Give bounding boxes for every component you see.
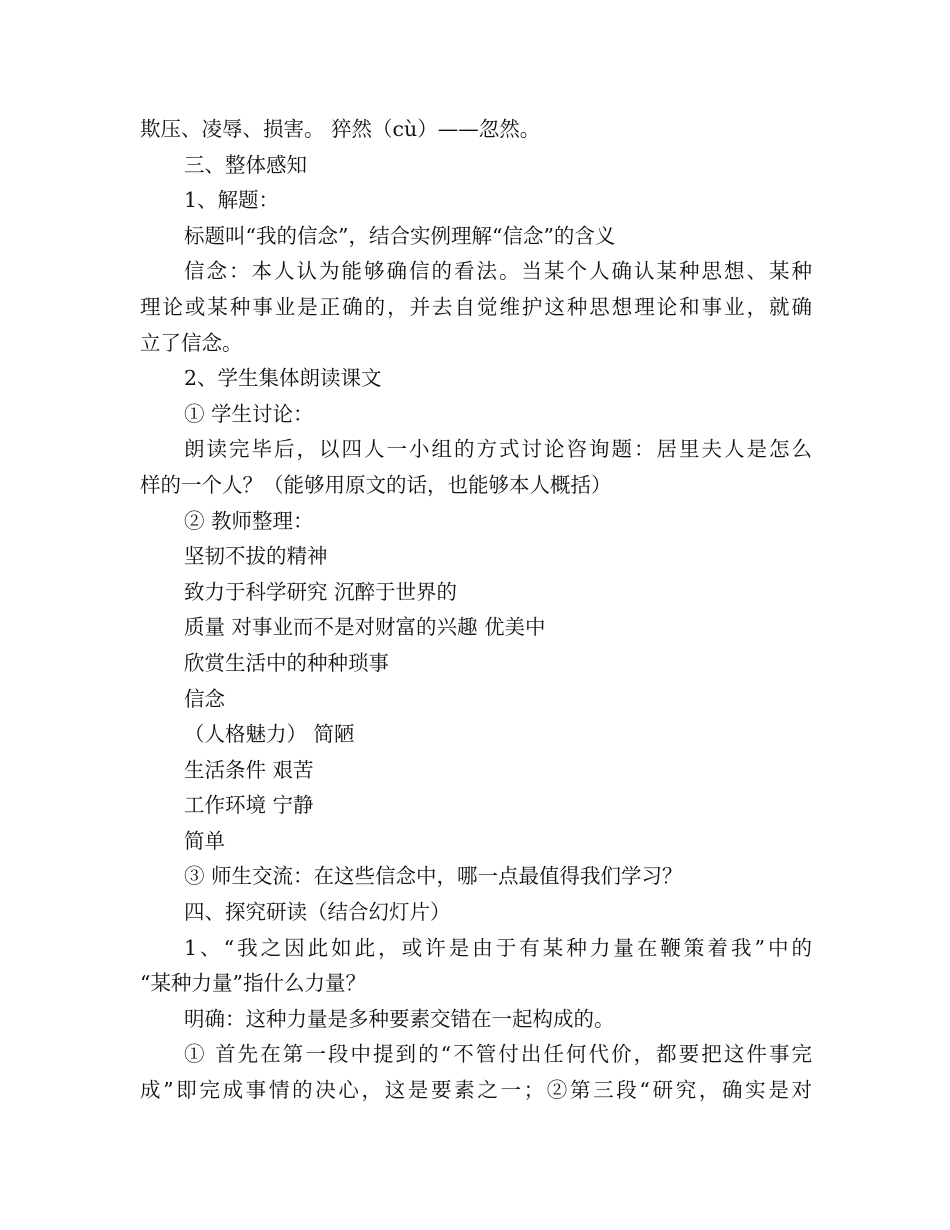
text-line-19: 生活条件 艰苦 <box>184 757 314 782</box>
document-page <box>140 112 812 1109</box>
subheading-interpret-title: 1、解题： <box>184 188 280 213</box>
text-line-20: 工作环境 宁静 <box>184 793 314 818</box>
text-line-5: 信念：本人认为能够确信的看法。当某个人确认某种思想、某种 <box>184 259 812 284</box>
section-heading-3: 三、整体感知 <box>184 152 307 177</box>
text-line-28: 成”即完成事情的决心，这是要素之一；②第三段“研究，确实是对 <box>140 1078 812 1103</box>
text-line-6: 理论或某种事业是正确的，并去自觉维护这种思想理论和事业，就确 <box>140 294 812 319</box>
text-line-24: 1、“我之因此如此，或许是由于有某种力量在鞭策着我”中的 <box>184 935 812 960</box>
text-line-14: 致力于科学研究 沉醉于世界的 <box>184 579 458 604</box>
text-line-22: ③ 师生交流：在这些信念中，哪一点最值得我们学习？ <box>184 864 683 889</box>
text-line-26: 明确：这种力量是多种要素交错在一起构成的。 <box>184 1006 615 1031</box>
text-line-4: 标题叫“我的信念”，结合实例理解“信念”的含义 <box>184 223 616 248</box>
text-line-1: 欺压、凌辱、损害。 猝然（cù）——忽然。 <box>140 117 541 141</box>
subheading-group-reading: 2、学生集体朗读课文 <box>184 366 382 391</box>
text-line-11: 样的一个人？（能够用原文的话，也能够本人概括） <box>140 472 612 497</box>
text-line-7: 立了信念。 <box>140 330 243 355</box>
text-line-27: ① 首先在第一段中提到的“不管付出任何代价，都要把这件事完 <box>184 1042 812 1067</box>
text-line-21: 简单 <box>184 828 225 853</box>
text-line-18: （人格魅力） 简陋 <box>184 722 355 747</box>
text-line-16: 欣赏生活中的种种琐事 <box>184 650 389 675</box>
text-line-9: ① 学生讨论： <box>184 401 314 426</box>
text-line-10: 朗读完毕后，以四人一小组的方式讨论咨询题：居里夫人是怎么 <box>184 437 812 462</box>
section-heading-4: 四、探究研读（结合幻灯片） <box>184 900 451 925</box>
text-line-12: ② 教师整理： <box>184 508 314 533</box>
text-line-25: “某种力量”指什么力量？ <box>140 971 366 996</box>
text-line-13: 坚韧不拔的精神 <box>184 544 328 569</box>
text-line-15: 质量 对事业而不是对财富的兴趣 优美中 <box>184 615 546 640</box>
text-line-17: 信念 <box>184 686 225 711</box>
